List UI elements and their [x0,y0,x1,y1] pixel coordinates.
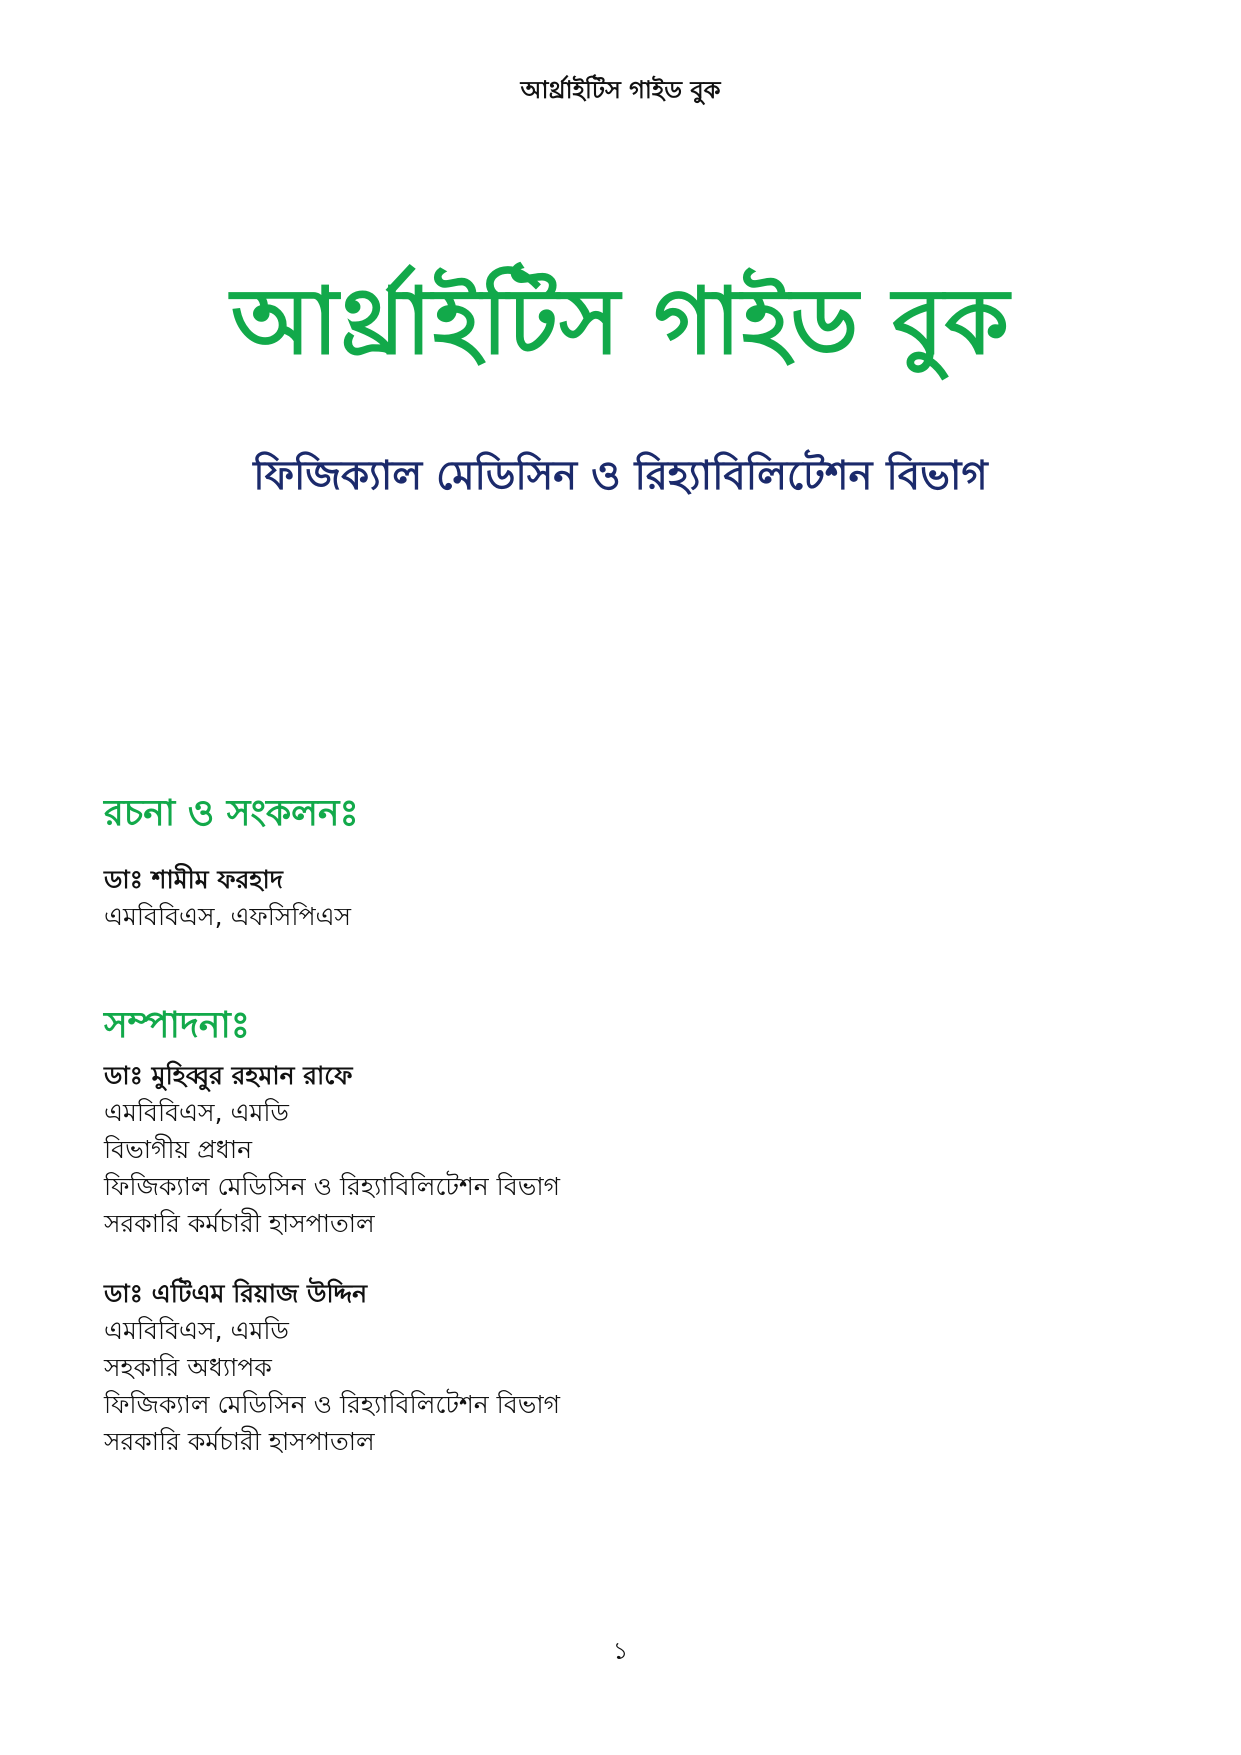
author-degrees: এমবিবিএস, এফসিপিএস [104,902,352,931]
author-name: ডাঃ শামীম ফরহাদ [104,865,283,894]
editor-department: ফিজিক্যাল মেডিসিন ও রিহ্যাবিলিটেশন বিভাগ [104,1390,561,1419]
running-header: আর্থ্রাইটিস গাইড বুক [520,76,721,104]
editor-block [104,1058,1134,1242]
page-number: ১ [612,1637,629,1665]
editing-section [104,1002,1134,1460]
editor-degrees: এমবিবিএস, এমডি [104,1316,289,1345]
compilation-section [104,790,1134,935]
editor-institution: সরকারি কর্মচারী হাসপাতাল [104,1427,375,1456]
editor-institution: সরকারি কর্মচারী হাসপাতাল [104,1209,375,1238]
compilation-heading: রচনা ও সংকলনঃ [104,793,359,834]
author-block [104,862,1134,935]
editor-name: ডাঃ মুহিব্বুর রহমান রাফে [104,1061,353,1090]
editor-degrees: এমবিবিএস, এমডি [104,1098,289,1127]
department-subtitle: ফিজিক্যাল মেডিসিন ও রিহ্যাবিলিটেশন বিভাগ [253,453,988,499]
editor-department: ফিজিক্যাল মেডিসিন ও রিহ্যাবিলিটেশন বিভাগ [104,1172,561,1201]
editor-position: বিভাগীয় প্রধান [104,1135,252,1164]
editor-block [104,1276,1134,1460]
editor-position: সহকারি অধ্যাপক [104,1353,272,1382]
book-title: আর্থ্রাইটিস গাইড বুক [231,268,1010,375]
editor-name: ডাঃ এটিএম রিয়াজ উদ্দিন [104,1279,368,1308]
editing-heading: সম্পাদনাঃ [104,1005,250,1046]
